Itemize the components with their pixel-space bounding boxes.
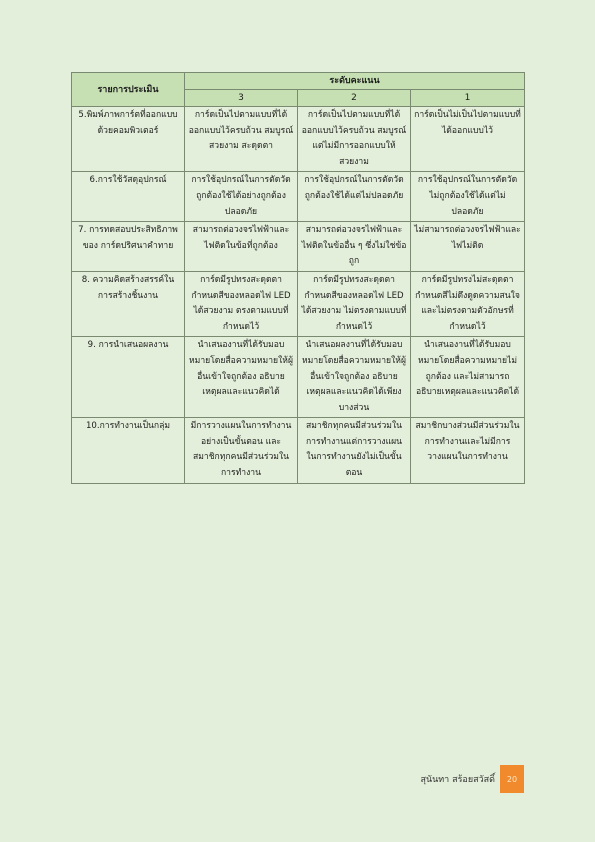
header-row-top (72, 73, 525, 90)
table-row (72, 172, 525, 222)
score-header: ระดับคะแนน (185, 73, 525, 90)
criterion-cell: 10.การทำงานเป็นกลุ่ม (72, 418, 185, 483)
author-name: สุนันทา สร้อยสวัสดิ์ (420, 775, 495, 785)
level-header-3: 3 (185, 90, 298, 107)
score-1-cell: การใช้อุปกรณ์ในการตัดวัด ไม่ถูกต้องใช้ได้แต่ไม่ปลอดภัย (411, 172, 525, 222)
score-2-cell: สมาชิกทุกคนมีส่วนร่วมในการทำงานแต่การวางแผนในการทำงานยังไม่เป็นขั้นตอน (298, 418, 411, 483)
table-row (72, 418, 525, 483)
criterion-cell: 7. การทดสอบประสิทธิภาพของ การ์ดปริศนาคำทาย (72, 222, 185, 272)
score-3-cell: การ์ดเป็นไปตามแบบที่ได้ออกแบบไว้ครบถ้วน สมบูรณ์ สวยงาม สะดุดตา (185, 107, 298, 172)
score-1-cell: การ์ดเป็นไม่เป็นไปตามแบบที่ได้ออกแบบไว้ (411, 107, 525, 172)
score-3-cell: นำเสนองานที่ได้รับมอบหมายโดยสื่อความหมายให้ผู้อื่นเข้าใจถูกต้อง อธิบายเหตุผลและแนวคิดได้ (185, 337, 298, 418)
score-2-cell: การใช้อุปกรณ์ในการตัดวัด ถูกต้องใช้ได้แต่ไม่ปลอดภัย (298, 172, 411, 222)
level-header-2: 2 (298, 90, 411, 107)
score-1-cell: การ์ดมีรูปทรงไม่สะดุดตากำหนดสีไม่ดึงดูดความสนใจและไม่ตรงตามตัวอักษรที่กำหนดไว้ (411, 271, 525, 336)
table-row (72, 107, 525, 172)
score-1-cell: สมาชิกบางส่วนมีส่วนร่วมในการทำงานและไม่มีการวางแผนในการทำงาน (411, 418, 525, 483)
page-number-badge: 20 (500, 765, 524, 793)
score-2-cell: การ์ดมีรูปทรงสะดุดตากำหนดสีของหลอดไฟ LED ได้สวยงาม ไม่ตรงตามแบบที่กำหนดไว้ (298, 271, 411, 336)
criterion-cell: 6.การใช้วัสดุอุปกรณ์ (72, 172, 185, 222)
criterion-cell: 8. ความคิดสร้างสรรค์ในการสร้างชิ้นงาน (72, 271, 185, 336)
table-row (72, 222, 525, 272)
score-2-cell: นำเสนอผลงานที่ได้รับมอบหมายโดยสื่อความหมายให้ผู้อื่นเข้าใจถูกต้อง อธิบายเหตุผลและแนวคิดได้เพียงบางส่วน (298, 337, 411, 418)
score-3-cell: สามารถต่อวงจรไฟฟ้าและไฟติดในข้อที่ถูกต้อง (185, 222, 298, 272)
score-2-cell: การ์ดเป็นไปตามแบบที่ได้ออกแบบไว้ครบถ้วน สมบูรณ์ แต่ไม่มีการออกแบบให้สวยงาม (298, 107, 411, 172)
rubric-table (71, 72, 525, 484)
criterion-cell: 9. การนำเสนอผลงาน (72, 337, 185, 418)
table-row (72, 337, 525, 418)
score-2-cell: สามารถต่อวงจรไฟฟ้าและไฟติดในข้ออื่น ๆ ซึ่งไม่ใช่ข้อถูก (298, 222, 411, 272)
score-1-cell: นำเสนองานที่ได้รับมอบหมายโดยสื่อความหมายไม่ถูกต้อง และไม่สามารถอธิบายเหตุผลและแนวคิดได้ (411, 337, 525, 418)
criterion-cell: 5.พิมพ์ภาพการ์ตที่ออกแบบด้วยคอมพิวเตอร์ (72, 107, 185, 172)
score-1-cell: ไม่สามารถต่อวงจรไฟฟ้าและไฟไม่ติด (411, 222, 525, 272)
score-3-cell: มีการวางแผนในการทำงานอย่างเป็นขั้นตอน และสมาชิกทุกคนมีส่วนร่วมในการทำงาน (185, 418, 298, 483)
score-3-cell: การ์ดมีรูปทรงสะดุดตากำหนดสีของหลอดไฟ LED ได้สวยงาม ตรงตามแบบที่กำหนดไว้ (185, 271, 298, 336)
level-header-1: 1 (411, 90, 525, 107)
table-row (72, 271, 525, 336)
score-3-cell: การใช้อุปกรณ์ในการตัดวัด ถูกต้องใช้ได้อย่างถูกต้องปลอดภัย (185, 172, 298, 222)
criteria-header: รายการประเมิน (72, 73, 185, 107)
